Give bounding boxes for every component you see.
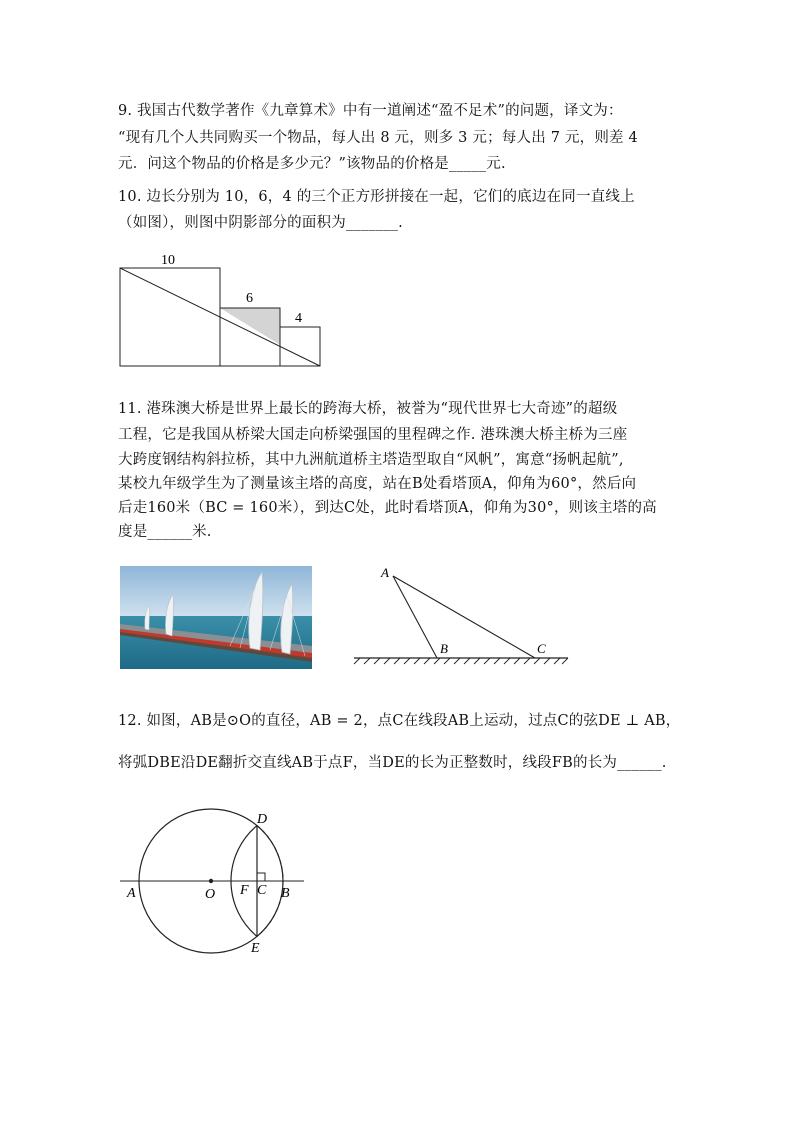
segment-ac (393, 576, 535, 658)
q11-line-3: 大跨度钢结构斜拉桥，其中九洲航道桥主塔造型取自“风帆”，寓意“扬帆起航”, (118, 452, 624, 468)
label-f: F (240, 883, 249, 898)
shaded-region (220, 308, 280, 345)
right-angle-mark (257, 873, 265, 881)
circle-fold-figure (116, 800, 316, 960)
three-squares-figure (110, 248, 330, 370)
label-10: 10 (161, 253, 175, 268)
label-e: E (251, 941, 260, 956)
q11-line-1: 11. 港珠澳大桥是世界上最长的跨海大桥，被誉为“现代世界七大奇迹”的超级 (118, 401, 618, 417)
square-large (120, 268, 220, 366)
q11-line-2: 工程，它是我国从桥梁大国走向桥梁强国的里程碑之作. 港珠澳大桥主桥为三座 (118, 427, 628, 443)
ground-hatching (354, 658, 568, 664)
label-c: C (257, 883, 267, 898)
q11-line-5: 后走160米（BC = 160米），到达C处，此时看塔顶A，仰角为30°，则该主塔的高 (118, 500, 657, 516)
label-a: A (381, 565, 389, 580)
label-6: 6 (246, 291, 253, 306)
label-4: 4 (295, 311, 302, 326)
q9-line-1: 9. 我国古代数学著作《九章算术》中有一道阐述“盈不足术”的问题，译文为： (118, 103, 623, 119)
label-c: C (537, 641, 546, 656)
q12-line-1: 12. 如图，AB是⊙O的直径，AB = 2，点C在线段AB上运动，过点C的弦DE ⊥ AB， (118, 713, 681, 729)
q9-line-3: 元．问这个物品的价格是多少元？”该物品的价格是_____元. (118, 156, 506, 172)
label-b: B (281, 886, 290, 901)
label-b: B (440, 641, 448, 656)
q12-line-2: 将弧DBE沿DE翻折交直线AB于点F，当DE的长为正整数时，线段FB的长为______. (118, 755, 667, 771)
square-small (280, 327, 320, 366)
bridge-photo (120, 566, 312, 669)
triangle-elevation-figure (350, 560, 572, 666)
q9-line-2: “现有几个人共同购买一个物品，每人出 8 元，则多 3 元；每人出 7 元，则差 4 (118, 130, 638, 146)
label-a: A (127, 886, 136, 901)
q10-line-2: （如图），则图中阴影部分的面积为_______. (118, 215, 403, 231)
label-d: D (257, 812, 268, 827)
label-o: O (205, 887, 216, 902)
q10-line-1: 10. 边长分别为 10，6，4 的三个正方形拼接在一起，它们的底边在同一直线上 (118, 189, 635, 205)
q11-line-4: 某校九年级学生为了测量该主塔的高度，站在B处看塔顶A，仰角为60°，然后向 (118, 476, 637, 492)
q11-line-6: 度是______米. (118, 524, 212, 540)
center-point (209, 879, 213, 883)
